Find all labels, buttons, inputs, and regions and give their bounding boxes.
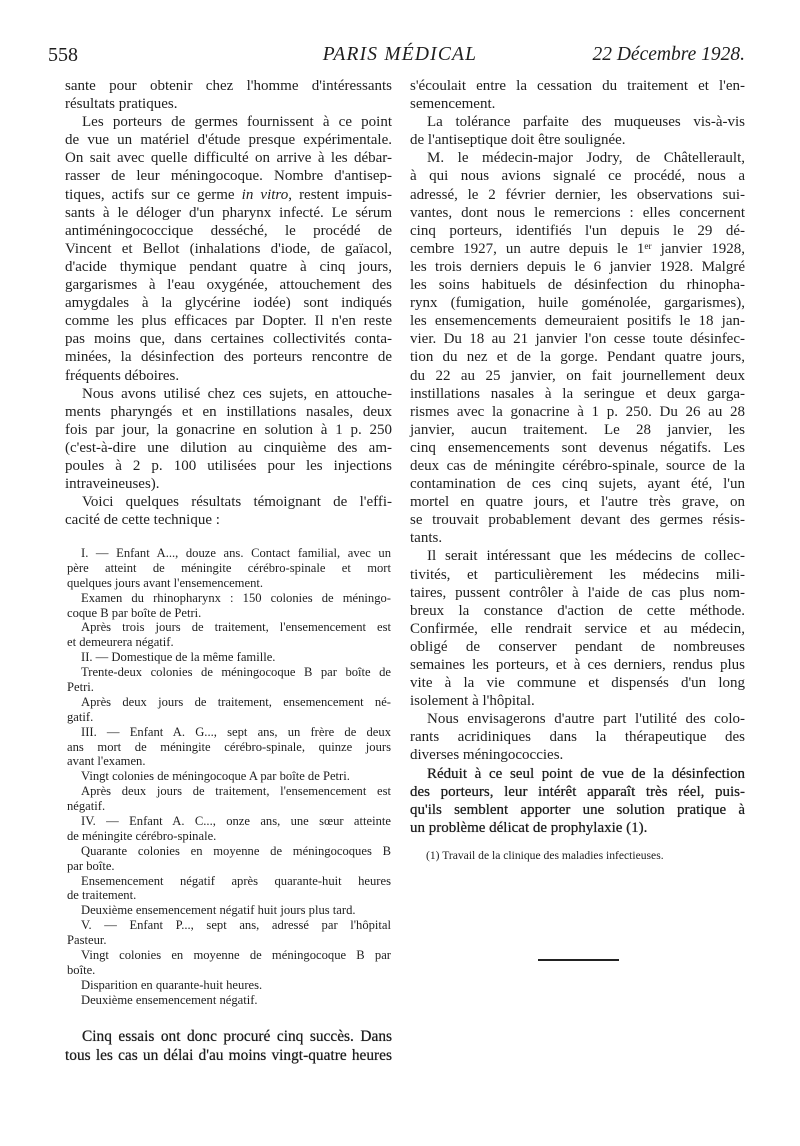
text-line: ments pharyngés et en instillations nasales, deux [65, 403, 392, 420]
text-line: diverses méningococcies. [410, 747, 564, 764]
text-line: boîte. [67, 962, 96, 977]
text-line: Nous envisagerons d'autre part l'utilité des colo- [427, 711, 745, 728]
text-line: minées, la désinfection des porteurs rencontre de [65, 349, 392, 366]
text-line: un problème délicat de prophylaxie (1). [410, 819, 648, 836]
text-line: antiméningococcique desséché, le procédé de [65, 222, 392, 239]
text-line: Après deux jours de traitement, l'ensemencement est [81, 784, 391, 799]
paragraph [67, 546, 391, 591]
text-line: Examen du rhinopharynx : 150 colonies de méningo- [81, 590, 391, 605]
text-line: poules à 2 p. 100 utilisées pour les injections [65, 457, 392, 474]
text-line: résultats pratiques. [65, 96, 178, 113]
text-line: Vincent et Bellot (inhalations d'iode, de gaïacol, [65, 240, 392, 257]
paragraph [65, 385, 392, 494]
text-line [65, 186, 392, 204]
text-line: tous les cas un délai d'au moins vingt-quatre heures [65, 1047, 392, 1064]
text-line: M. le médecin-major Jodry, de Châtellerault, [427, 150, 745, 167]
text-line: breux la constance d'action de cette méthode. [410, 602, 745, 619]
left-column-body [65, 77, 392, 529]
case-reports-list [67, 546, 391, 1008]
text-line: cinq ensemencements sont devenus négatifs. Les [410, 439, 745, 456]
text-line: Pasteur. [67, 933, 107, 948]
text-line: qu'ils semblent apporter une solution pratique à [410, 801, 745, 818]
paragraph [67, 769, 391, 784]
text-line: adressé, le 2 février dernier, les observations sui- [410, 186, 745, 203]
text-line: obligé de conserver pendant de nombreuses [410, 638, 745, 655]
paragraph [67, 650, 391, 665]
journal-title: PARIS MÉDICAL [322, 44, 478, 65]
italic-text: in vitro [241, 186, 289, 203]
text-line: vite à la vie commune et dispensés d'un long [410, 675, 745, 692]
text-line: Vingt colonies de méningocoque A par boîte de Petri. [81, 769, 350, 784]
paragraph [410, 710, 745, 764]
text-line: de l'antiseptique doit être soulignée. [410, 132, 626, 149]
text-line: du 22 au 25 janvier, on fait journellement deux [410, 367, 745, 384]
text-line: et demeurera négatif. [67, 635, 174, 650]
text-line: sante pour obtenir chez l'homme d'intéressants [65, 78, 392, 94]
paragraph [67, 903, 391, 918]
text-line: coque B par boîte de Petri. [67, 605, 202, 620]
paragraph [67, 993, 391, 1008]
left-column-closing [65, 1027, 392, 1065]
text-line: amygdales à la glycérine iodée) sont indiqués [65, 295, 392, 312]
text-segment: , restent impuis- [288, 186, 392, 203]
text-line: de traitement. [67, 888, 137, 903]
text-line: (c'est-à-dire une dilution au cinquième des am- [65, 439, 392, 456]
superscript-text: er [644, 241, 652, 252]
paragraph [65, 77, 392, 113]
paragraph [67, 784, 391, 814]
paragraph [67, 695, 391, 725]
footnote: (1) Travail de la clinique des maladies infectieuses. [426, 849, 664, 862]
text-line: rismes avec la gonacrine à 1 p. 250. Du 26 au 28 [410, 403, 745, 420]
text-line: semencement. [410, 96, 496, 113]
text-line: Après trois jours de traitement, l'ensemencement est [81, 620, 391, 635]
text-line: vier. Du 18 au 21 janvier l'on cesse toute désinfec- [410, 331, 745, 348]
end-rule [538, 959, 619, 961]
paragraph [67, 665, 391, 695]
text-line: On sait avec quelle difficulté on arrive à les débar- [65, 150, 392, 167]
text-line: d'acide thymique pendant quatre à cinq jours, [65, 258, 392, 275]
text-line: sants à le déloger d'un pharynx infecté. Le sérum [65, 204, 392, 221]
text-line: vantes, dont nous le remercions : elles concernent [410, 204, 745, 221]
text-line: s'écoulait entre la cessation du traitement et l'en- [410, 78, 745, 94]
text-line: cacité de cette technique : [65, 512, 220, 529]
page-number: 558 [48, 44, 78, 66]
paragraph [67, 918, 391, 948]
paragraph [65, 113, 392, 384]
paragraph [67, 814, 391, 844]
right-column-body [410, 77, 745, 837]
text-line: tants. [410, 530, 443, 547]
text-segment: cembre 1927, un autre depuis le 1 [410, 240, 645, 257]
text-line: contamination de ces cinq sujets, ayant été, l'un [410, 476, 745, 493]
text-line: les trois derniers depuis le 6 janvier 1928. Malgré [410, 258, 745, 275]
text-line: père atteint de méningite cérébro-spinale et mort [67, 560, 391, 575]
text-line: à qui nous avions signalé ce procédé, nous a [410, 168, 745, 185]
text-line: gargarismes à l'eau oxygénée, attouchement des [65, 277, 392, 294]
text-line: semaines les porteurs, et à ces derniers, rendus plus [410, 657, 745, 673]
text-line: rants acridiniques dans la thérapeutique des [410, 729, 745, 746]
text-line: IV. — Enfant A. C..., onze ans, une sœur atteinte [81, 814, 391, 829]
text-line: I. — Enfant A..., douze ans. Contact familial, avec un [81, 546, 391, 560]
paragraph [65, 1027, 392, 1065]
text-line: III. — Enfant A. G..., sept ans, un frère de deux [81, 724, 391, 739]
paragraph [410, 547, 745, 710]
paragraph [67, 620, 391, 650]
text-line [410, 240, 745, 258]
text-line: Disparition en quarante-huit heures. [81, 977, 263, 992]
text-segment: janvier 1928, [651, 240, 745, 257]
text-line: Après deux jours de traitement, ensemencement né- [81, 694, 391, 709]
text-line: instillations nasales à la seringue et deux garga- [410, 385, 745, 402]
text-line: rynx (fumigation, huile goménolée, gargarismes), [410, 295, 745, 312]
text-line: cinq porteurs, identifiés l'un depuis le 29 dé- [410, 222, 745, 239]
paragraph [67, 725, 391, 770]
text-line: tion du nez et de la gorge. Pendant quatre jours, [410, 349, 745, 366]
text-line: II. — Domestique de la même famille. [81, 650, 276, 665]
paragraph [67, 978, 391, 993]
text-line: V. — Enfant P..., sept ans, adressé par l'hôpital [81, 918, 391, 933]
paragraph [65, 493, 392, 529]
text-line: de méningite cérébro-spinale. [67, 828, 217, 843]
text-line: gatif. [67, 709, 94, 724]
text-line: taires, pussent contrôler à l'aide de cas plus nom- [410, 584, 745, 601]
text-line: par boîte. [67, 858, 115, 873]
text-line: avant l'examen. [67, 754, 146, 769]
text-line: ans mort de méningite cérébro-spinale, quinze jours [67, 739, 391, 754]
text-line: Petri. [67, 680, 94, 695]
paragraph [410, 765, 745, 837]
issue-date: 22 Décembre 1928. [592, 44, 745, 65]
text-line: pas moins que, dans certaines collectivités conta- [65, 331, 392, 348]
paragraph [67, 874, 391, 904]
text-line: tivités, et particulièrement les médecins mili- [410, 566, 745, 583]
text-line: Vingt colonies en moyenne de méningocoque B par [81, 948, 391, 963]
text-line: Deuxième ensemencement négatif huit jours plus tard. [81, 903, 356, 918]
text-line: rasser de leur méningocoque. Nombre d'antisep- [65, 168, 392, 185]
text-line: Trente-deux colonies de méningocoque B par boîte de [81, 665, 391, 680]
text-line: des porteurs, leur intérêt apparaît très réel, puis- [410, 783, 745, 800]
text-line: Nous avons utilisé chez ces sujets, en attouche- [82, 385, 392, 402]
paragraph [67, 591, 391, 621]
text-line: Confirmée, elle rendrait service et au médecin, [410, 620, 745, 637]
paragraph [67, 844, 391, 874]
text-line: Voici quelques résultats témoignant de l'effi- [82, 494, 392, 511]
text-line: Cinq essais ont donc procuré cinq succès. Dans [82, 1028, 392, 1045]
text-line: négatif. [67, 799, 106, 814]
text-line: les ensemencements demeuraient positifs le 18 jan- [410, 313, 745, 330]
text-line: quelques jours avant l'ensemencement. [67, 575, 264, 590]
paragraph [410, 149, 745, 547]
text-segment: tiques, actifs sur ce germe [65, 186, 242, 203]
text-line: Les porteurs de germes fournissent à ce point [82, 114, 392, 131]
text-line: intraveineuses). [65, 476, 160, 493]
text-line: les soins habituels de désinfection du rhinopha- [410, 277, 745, 294]
paragraph [410, 113, 745, 149]
text-line: deux cas de méningite cérébro-spinale, source de la [410, 457, 745, 474]
text-line: Réduit à ce seul point de vue de la désinfection [427, 765, 745, 782]
text-line: isolement à l'hôpital. [410, 693, 535, 710]
text-line: Ensemencement négatif après quarante-huit heures [81, 873, 391, 888]
text-line: fréquents déboires. [65, 367, 180, 384]
text-line: de vue un matériel d'étude presque expérimentale. [65, 132, 392, 149]
text-line: janvier, aucun traitement. Le 28 janvier, les [410, 421, 745, 438]
paragraph [67, 948, 391, 978]
text-line: La tolérance parfaite des muqueuses vis-à-vis [427, 114, 745, 131]
text-line: fois par jour, la gonacrine en solution à 1 p. 250 [65, 421, 392, 438]
text-line: se trouvait probablement devant des germes résis- [410, 512, 745, 529]
paragraph [410, 77, 745, 113]
text-line: Quarante colonies en moyenne de méningocoques B [81, 843, 391, 858]
text-line: mortel en quatre jours, et l'autre très grave, on [410, 494, 745, 511]
text-line: comme les plus efficaces par Dopter. Il n'en reste [65, 313, 392, 330]
text-line: Il serait intéressant que les médecins de collec- [427, 548, 745, 565]
text-line: Deuxième ensemencement négatif. [81, 992, 258, 1007]
